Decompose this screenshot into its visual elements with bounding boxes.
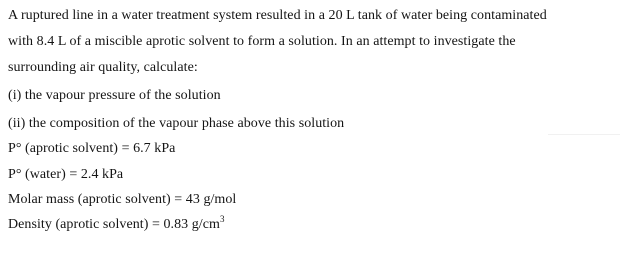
question-ii: (ii) the composition of the vapour phase above this solution [8, 116, 345, 131]
density-text: Density (aprotic solvent) = 0.83 g/cm [8, 217, 220, 232]
intro-line-2: with 8.4 L of a miscible aprotic solvent to form a solution. In an attempt to investigate the [8, 34, 516, 49]
given-vapour-pressure-solvent: P° (aprotic solvent) = 6.7 kPa [8, 141, 176, 156]
problem-statement [8, 0, 620, 273]
given-molar-mass: Molar mass (aprotic solvent) = 43 g/mol [8, 192, 237, 207]
given-density [8, 216, 225, 234]
given-vapour-pressure-water: P° (water) = 2.4 kPa [8, 167, 124, 182]
density-exponent: 3 [219, 214, 225, 224]
intro-line-1: A ruptured line in a water treatment system resulted in a 20 L tank of water being contaminated [8, 8, 547, 23]
intro-line-3: surrounding air quality, calculate: [8, 60, 198, 75]
faint-divider [548, 134, 620, 135]
question-i: (i) the vapour pressure of the solution [8, 88, 221, 103]
